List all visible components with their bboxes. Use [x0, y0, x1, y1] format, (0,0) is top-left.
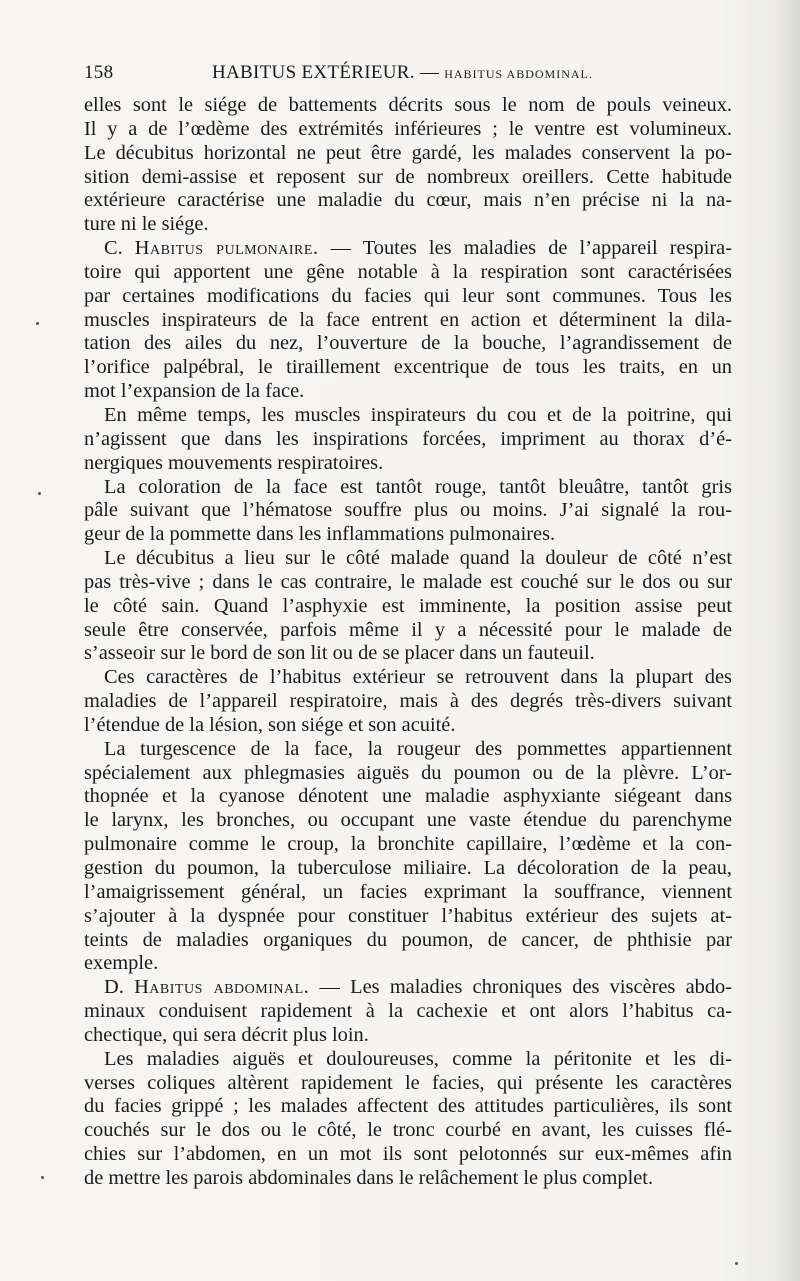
text-line [84, 857, 732, 881]
running-title [212, 62, 593, 84]
text-line [84, 1119, 732, 1143]
text-line [84, 642, 732, 666]
ink-speck [38, 492, 41, 495]
line-text: nergiques mouvements respiratoires. [84, 451, 384, 474]
line-text: s’asseoir sur le bord de son lit ou de se placer dans un fauteuil. [84, 642, 595, 665]
line-text: La coloration de la face est tantôt rouge, tantôt bleuâtre, tantôt gris [104, 475, 732, 498]
text-line [84, 237, 732, 261]
line-text: le côté sain. Quand l’asphyxie est imminente, la position assise peut [84, 594, 732, 617]
line-text: minaux conduisent rapidement à la cachexie et ont alors l’habitus ca- [84, 1000, 732, 1023]
line-text: n’agissent que dans les inspirations forcées, impriment au thorax d’é- [84, 427, 732, 450]
line-text: seule être conservée, parfois même il y a nécessité pour le malade de [84, 618, 732, 641]
line-text: sition demi-assise et reposent sur de nombreux oreillers. Cette habitude [84, 165, 732, 188]
text-line [84, 571, 732, 595]
line-text: l’amaigrissement général, un facies exprimant la souffrance, viennent [84, 880, 732, 903]
line-text: chectique, qui sera décrit plus loin. [84, 1023, 369, 1046]
text-line [84, 1024, 732, 1048]
line-text: spécialement aux phlegmasies aiguës du poumon ou de la plèvre. L’or- [84, 761, 732, 784]
page-number: 158 [84, 62, 114, 83]
text-line [84, 833, 732, 857]
line-text: teints de maladies organiques du poumon, de cancer, de phthisie par [84, 928, 732, 951]
text-line [84, 1048, 732, 1072]
line-text: de mettre les parois abdominales dans le relâchement le plus complet. [84, 1166, 654, 1189]
text-line [84, 94, 732, 118]
body-text [84, 94, 732, 1191]
line-text: Ces caractères de l’habitus extérieur se retrouvent dans la plupart des [104, 666, 732, 689]
text-line [84, 762, 732, 786]
text-line [84, 666, 732, 690]
text-line [84, 309, 732, 333]
text-line [84, 332, 732, 356]
text-line [84, 428, 732, 452]
line-text: — Les maladies chroniques des viscères abdo- [309, 976, 733, 999]
text-line [84, 213, 732, 237]
line-text: le larynx, les bronches, ou occupant une vaste étendue du parenchyme [84, 809, 732, 832]
section-heading: Habitus abdominal. [134, 976, 310, 999]
text-line [84, 356, 732, 380]
text-line [84, 404, 732, 428]
line-text: verses coliques altèrent rapidement le facies, qui présente les caractères [84, 1071, 732, 1094]
line-text: En même temps, les muscles inspirateurs du cou et de la poitrine, qui [104, 403, 732, 426]
text-line [84, 929, 732, 953]
line-text: par certaines modifications du facies qui leur sont communes. Tous les [84, 284, 732, 307]
ink-speck [735, 1262, 738, 1265]
text-line [84, 189, 732, 213]
running-title-main: HABITUS EXTÉRIEUR. — [212, 62, 440, 83]
line-text: chies sur l’abdomen, en un mot ils sont pelotonnés sur eux-mêmes afin [84, 1143, 732, 1166]
running-header [84, 62, 734, 86]
line-text: extérieure caractérise une maladie du cœur, mais n’en précise ni la na- [84, 189, 732, 212]
text-line [84, 380, 732, 404]
text-line [84, 595, 732, 619]
line-text: Les maladies aiguës et douloureuses, comme la péritonite et les di- [104, 1047, 732, 1070]
text-line [84, 976, 732, 1000]
line-text: — Toutes les maladies de l’appareil respira- [318, 237, 732, 260]
line-text: tation des ailes du nez, l’ouverture de la bouche, l’agrandissement de [84, 332, 732, 355]
line-text: exemple. [84, 952, 159, 975]
text-line [84, 1072, 732, 1096]
section-letter: D. [104, 976, 135, 999]
text-line [84, 142, 732, 166]
text-line [84, 619, 732, 643]
text-line [84, 285, 732, 309]
line-text: ture ni le siége. [84, 213, 209, 236]
line-text: Le décubitus a lieu sur le côté malade quand la douleur de côté n’est [104, 547, 732, 570]
text-line [84, 1000, 732, 1024]
text-line [84, 523, 732, 547]
line-text: maladies de l’appareil respiratoire, mais à des degrés très-divers suivant [84, 690, 732, 713]
text-line [84, 881, 732, 905]
ink-speck [41, 1176, 44, 1179]
line-text: Il y a de l’œdème des extrémités inférieures ; le ventre est volumineux. [84, 117, 732, 140]
line-text: pâle suivant que l’hématose souffre plus ou moins. J’ai signalé la rou- [84, 499, 732, 522]
text-line [84, 452, 732, 476]
line-text: geur de la pommette dans les inflammations pulmonaires. [84, 523, 556, 546]
text-line [84, 1143, 732, 1167]
text-line [84, 905, 732, 929]
text-line [84, 476, 732, 500]
line-text: pulmonaire comme le croup, la bronchite capillaire, l’œdème et la con- [84, 833, 732, 856]
section-letter: C. [104, 237, 135, 260]
line-text: l’étendue de la lésion, son siége et son acuité. [84, 713, 456, 736]
text-line [84, 738, 732, 762]
line-text: thopnée et la cyanose dénotent une maladie asphyxiante siégeant dans [84, 785, 732, 808]
text-line [84, 714, 732, 738]
text-line [84, 1167, 732, 1191]
line-text: toire qui apportent une gêne notable à la respiration sont caractérisées [84, 260, 732, 283]
line-text: pas très-vive ; dans le cas contraire, le malade est couché sur le dos ou sur [84, 570, 732, 593]
text-line [84, 785, 732, 809]
line-text: La turgescence de la face, la rougeur des pommettes appartiennent [104, 737, 732, 760]
section-heading: Habitus pulmonaire. [134, 237, 319, 260]
line-text: Le décubitus horizontal ne peut être gardé, les malades conservent la po- [84, 141, 732, 164]
line-text: l’orifice palpébral, le tiraillement excentrique de tous les traits, en un [84, 356, 732, 379]
text-line [84, 690, 732, 714]
text-line [84, 547, 732, 571]
text-line [84, 166, 732, 190]
ink-speck [36, 322, 39, 325]
text-line [84, 261, 732, 285]
text-line [84, 118, 732, 142]
line-text: mot l’expansion de la face. [84, 380, 305, 403]
text-line [84, 1095, 732, 1119]
line-text: elles sont le siége de battements décrits sous le nom de pouls veineux. [84, 94, 732, 116]
line-text: du facies grippé ; les malades affectent des attitudes particulières, ils sont [84, 1095, 732, 1118]
text-line [84, 809, 732, 833]
line-text: gestion du poumon, la tuberculose miliaire. La décoloration de la peau, [84, 857, 732, 879]
running-title-section: HABITUS ABDOMINAL. [444, 67, 593, 81]
line-text: couchés sur le dos ou le côté, le tronc courbé en avant, les cuisses flé- [84, 1119, 732, 1142]
line-text: muscles inspirateurs de la face entrent en action et déterminent la dila- [84, 308, 732, 331]
text-line [84, 952, 732, 976]
text-line [84, 499, 732, 523]
line-text: s’ajouter à la dyspnée pour constituer l’habitus extérieur des sujets at- [84, 904, 732, 927]
